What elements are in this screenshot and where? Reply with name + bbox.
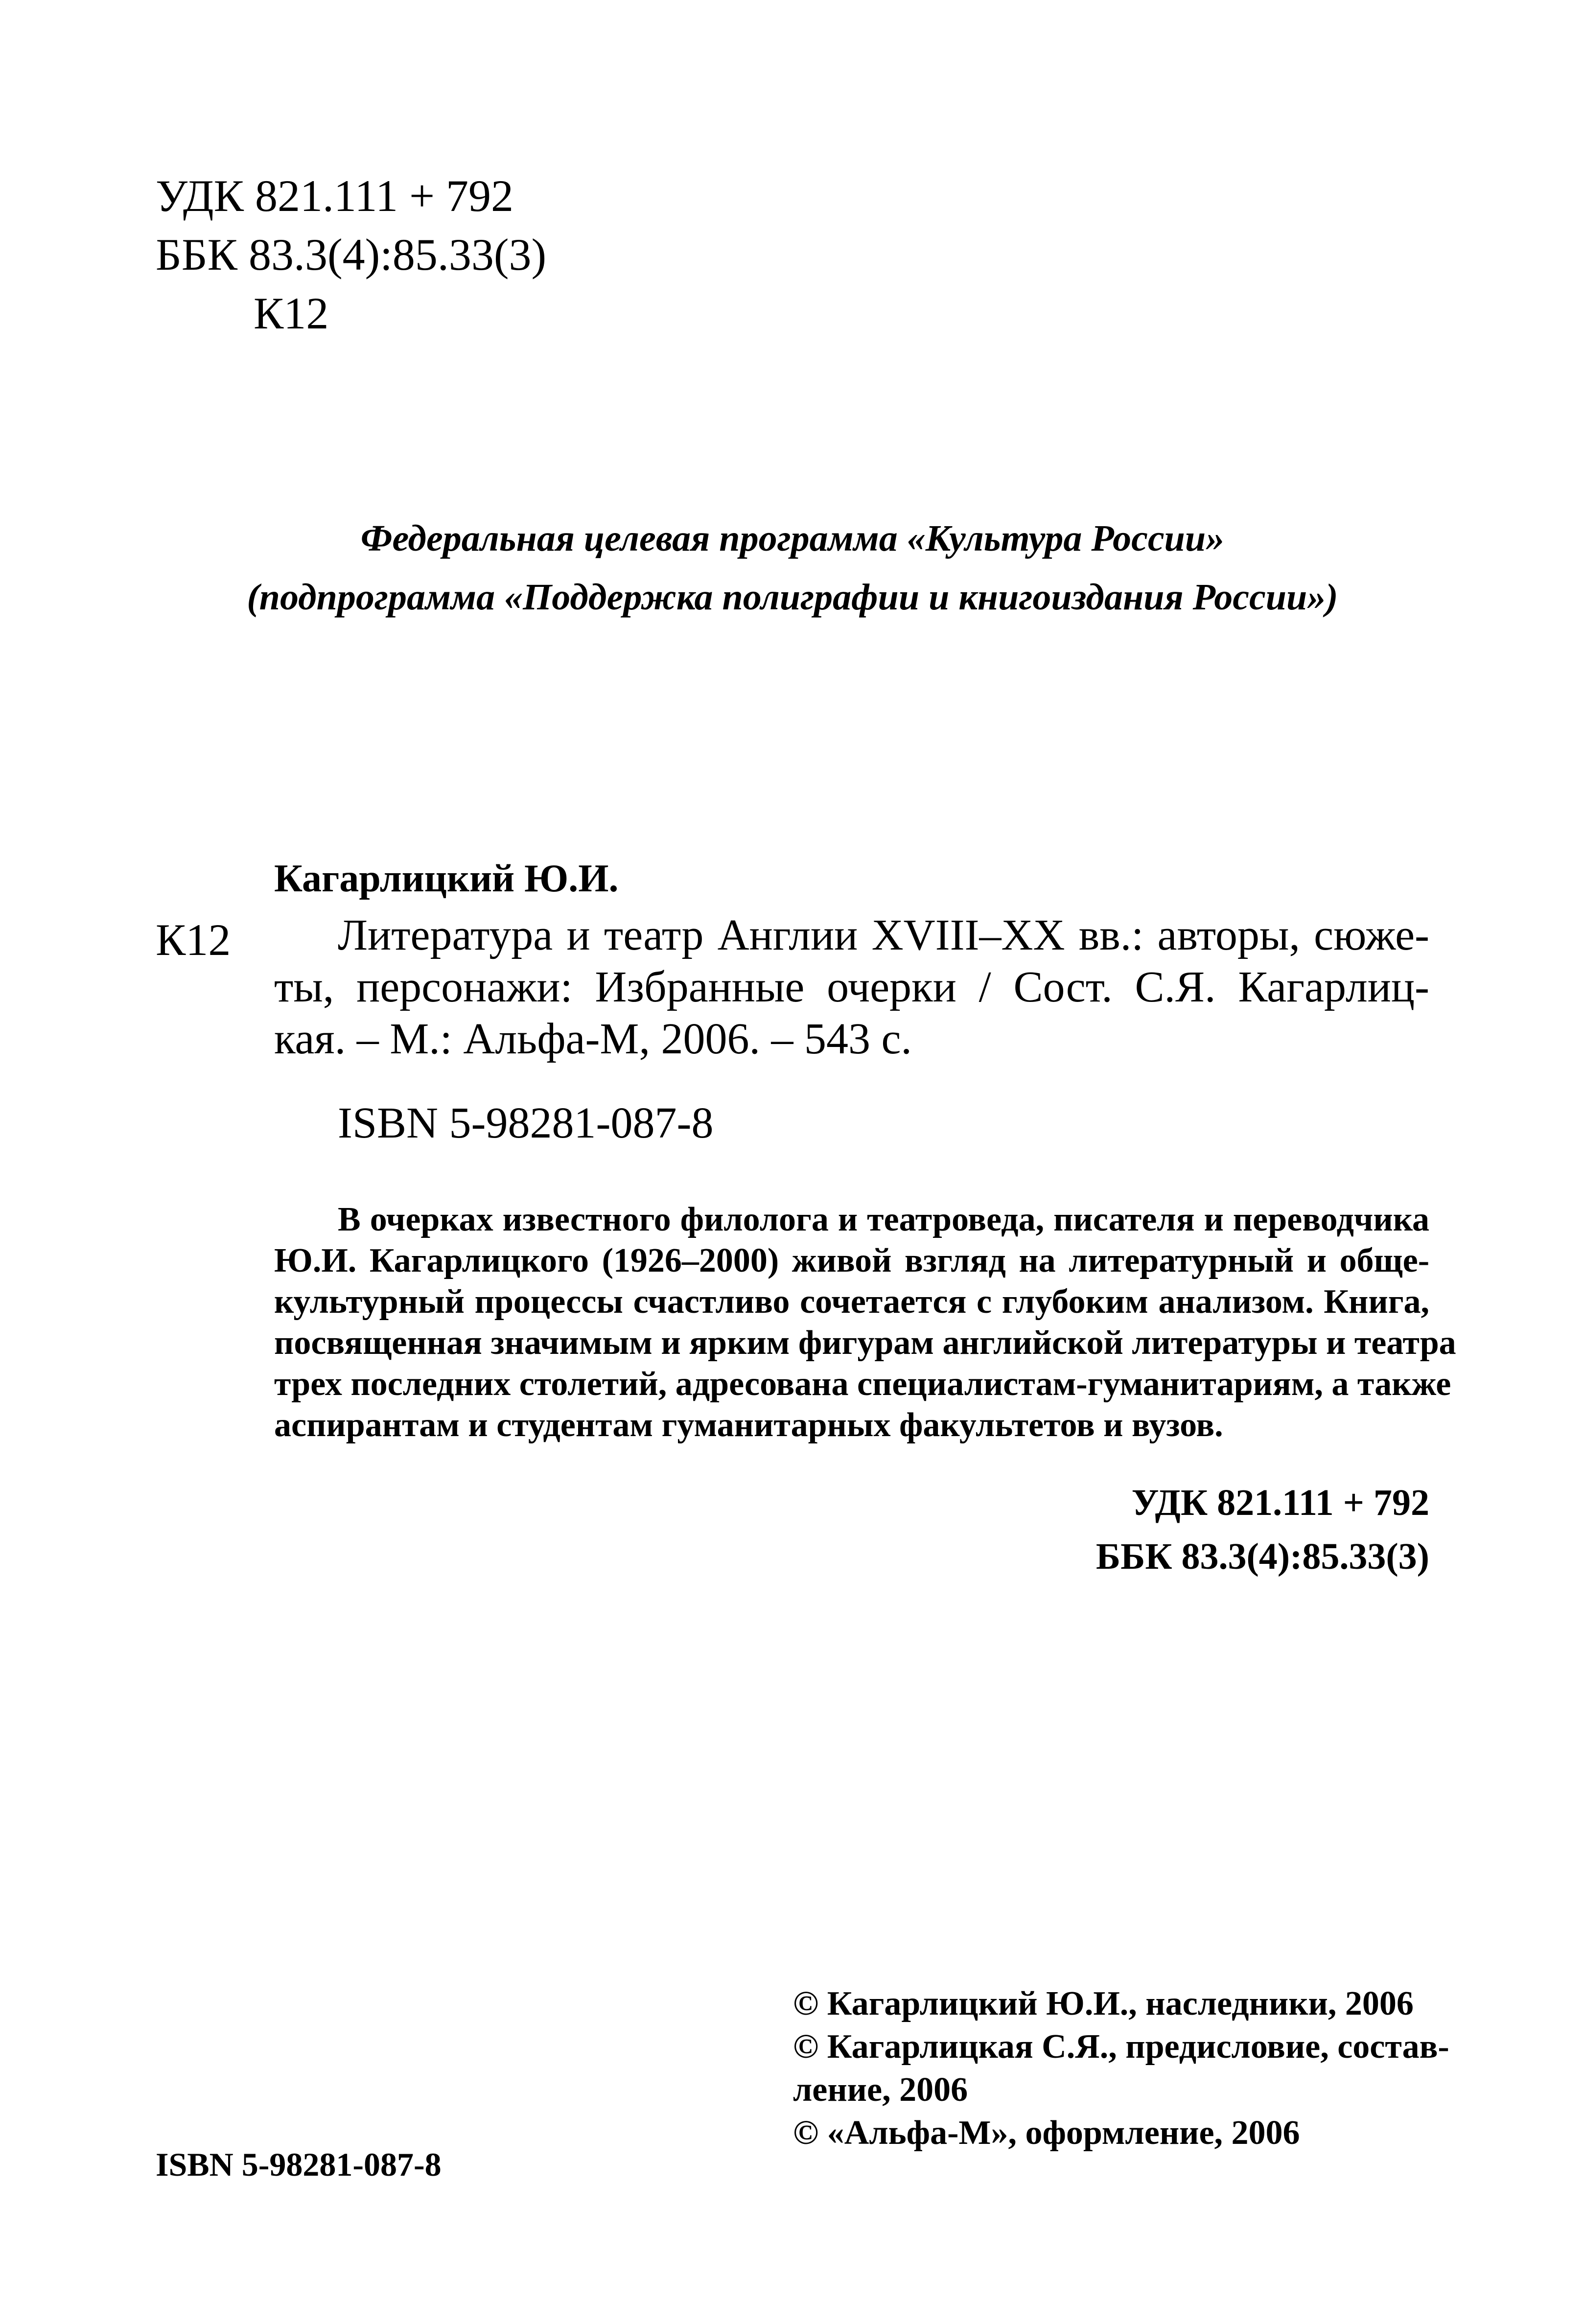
copyright-line-4: © «Альфа-М», оформление, 2006 bbox=[793, 2114, 1300, 2152]
copyright-line-2: © Кагарлицкая С.Я., предисловие, состав- bbox=[793, 2028, 1449, 2066]
program-line-2: (подпрограмма «Поддержка полиграфии и книгоиздания России») bbox=[247, 577, 1338, 618]
program-line-1: Федеральная целевая программа «Культура России» bbox=[360, 518, 1225, 559]
copyright-line-1: © Кагарлицкий Ю.И., наследники, 2006 bbox=[793, 1985, 1414, 2022]
annotation-line-4: посвященная значимым и ярким фигурам английской литературы и театра bbox=[274, 1324, 1456, 1362]
entry-author: Кагарлицкий Ю.И. bbox=[274, 857, 619, 900]
author-mark: К12 bbox=[254, 288, 329, 338]
annotation-line-3: культурный процессы счастливо сочетается с глубоким анализом. Книга, bbox=[274, 1283, 1429, 1321]
bbk-code: ББК 83.3(4):85.33(3) bbox=[156, 230, 547, 279]
annotation-line-1: В очерках известного филолога и театроведа, писателя и переводчика bbox=[338, 1201, 1429, 1238]
classification-codes-bottom bbox=[1096, 1476, 1429, 1583]
footer-isbn: ISBN 5-98281-087-8 bbox=[156, 2146, 442, 2183]
udk-code: УДК 821.111 + 792 bbox=[156, 171, 514, 221]
annotation-line-5: трех последних столетий, адресована специалистам-гуманитариям, а также bbox=[274, 1365, 1451, 1403]
annotation-line-2: Ю.И. Кагарлицкого (1926–2000) живой взгляд на литературный и обще- bbox=[274, 1242, 1429, 1279]
program-notice bbox=[0, 509, 1585, 627]
copyright-line-3: ление, 2006 bbox=[793, 2071, 968, 2109]
entry-line-2: ты, персонажи: Избранные очерки / Сост. С.Я. Кагарлиц- bbox=[274, 963, 1429, 1011]
entry-line-3: кая. – М.: Альфа-М, 2006. – 543 с. bbox=[274, 1015, 912, 1063]
udk-code-bottom: УДК 821.111 + 792 bbox=[1131, 1482, 1429, 1523]
bibliographic-entry bbox=[274, 909, 1429, 1065]
entry-author-mark: К12 bbox=[156, 915, 231, 965]
classification-codes-top bbox=[156, 166, 546, 343]
annotation-line-6: аспирантам и студентам гуманитарных факультетов и вузов. bbox=[274, 1406, 1223, 1444]
copyright-notices bbox=[793, 1982, 1449, 2155]
entry-line-1: Литература и театр Англии XVIII–XX вв.: авторы, сюже- bbox=[338, 911, 1429, 959]
entry-isbn: ISBN 5-98281-087-8 bbox=[338, 1099, 714, 1147]
annotation bbox=[274, 1199, 1456, 1446]
bbk-code-bottom: ББК 83.3(4):85.33(3) bbox=[1096, 1536, 1429, 1577]
